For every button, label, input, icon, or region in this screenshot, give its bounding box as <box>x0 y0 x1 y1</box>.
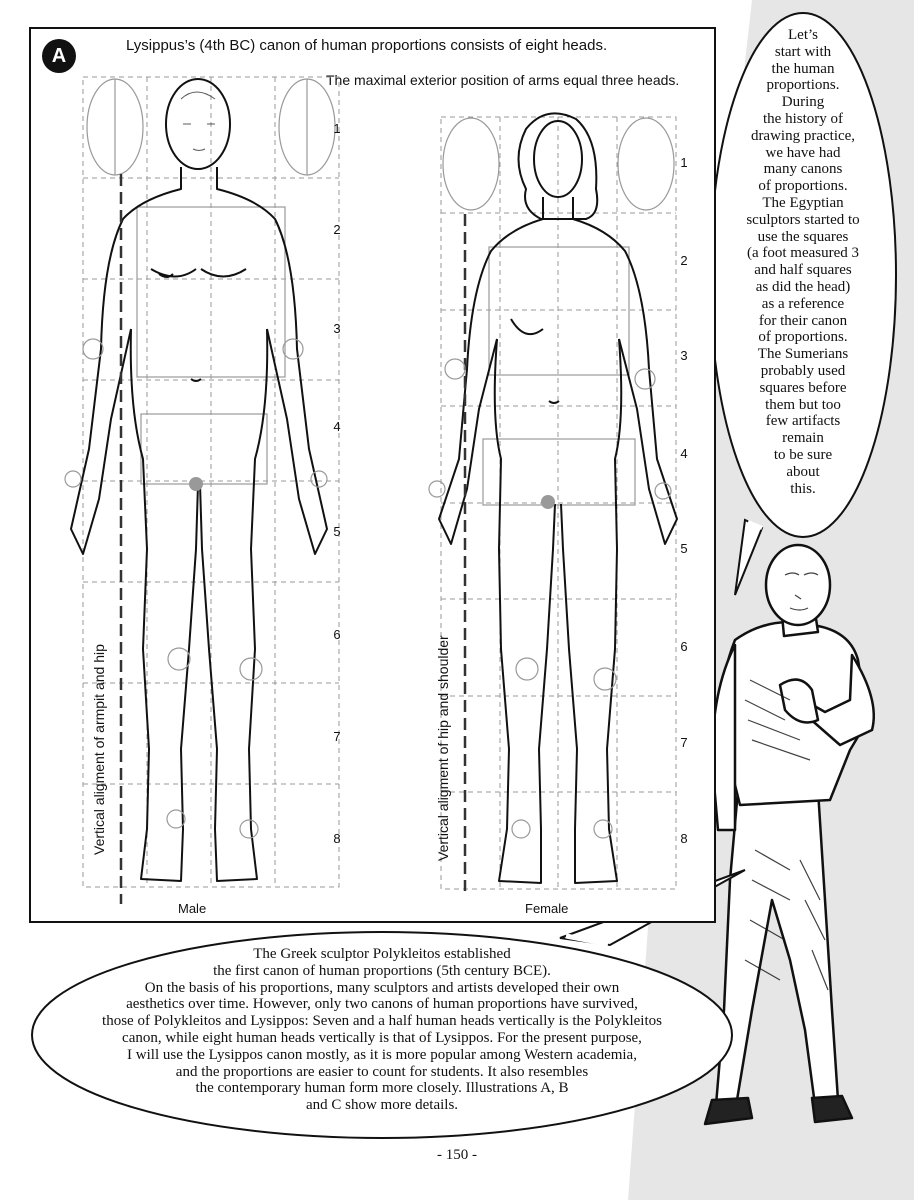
bubble-line: those of Polykleitos and Lysippos: Seven and a half human heads vertically is the Polykleitos <box>102 1013 662 1030</box>
bubble-line: few artifacts <box>765 413 841 430</box>
bubble-line: Let’s <box>788 27 818 43</box>
female-head-number-3: 3 <box>680 348 688 363</box>
bubble-line: the human <box>771 60 835 77</box>
male-head-number-2: 2 <box>333 222 341 237</box>
bubble-line: of proportions. <box>758 329 848 346</box>
bubble-line: On the basis of his proportions, many sculptors and artists developed their own <box>144 979 620 996</box>
page-number: - 150 - <box>437 1147 477 1163</box>
speech-bubble-bottom-text <box>40 946 724 1114</box>
bubble-line: this. <box>790 480 816 497</box>
bubble-line: about <box>786 463 820 480</box>
male-head-number-7: 7 <box>333 729 341 744</box>
bubble-line: to be sure <box>773 446 833 463</box>
panel-subtitle: The maximal exterior position of arms equal three heads. <box>326 72 680 88</box>
female-head-number-7: 7 <box>680 735 688 750</box>
bubble-line: During <box>781 94 825 111</box>
bubble-line: The Greek sculptor Polykleitos established <box>253 946 511 962</box>
male-head-number-8: 8 <box>333 831 341 846</box>
speech-bubble-right-text <box>720 27 886 497</box>
male-head-number-5: 5 <box>333 524 341 539</box>
bubble-line: the first canon of human proportions (5th century BCE). <box>213 962 551 979</box>
male-head-number-1: 1 <box>333 121 341 136</box>
male-head-number-4: 4 <box>333 419 341 434</box>
bubble-line: for their canon <box>758 312 848 329</box>
bubble-line: of proportions. <box>758 178 848 195</box>
bubble-line: and half squares <box>754 262 852 279</box>
bubble-line: them but too <box>765 396 841 413</box>
bubble-line: probably used <box>760 362 846 379</box>
bubble-line: the contemporary human form more closely. Illustrations A, B <box>195 1080 569 1097</box>
bubble-line: sculptors started to <box>746 211 860 228</box>
bubble-line: use the squares <box>757 228 849 245</box>
female-head-number-5: 5 <box>680 541 688 556</box>
male-head-number-6: 6 <box>333 627 341 642</box>
bubble-line: canon, while eight human heads vertically is that of Lysippos. For the present purpose, <box>122 1029 642 1046</box>
bubble-line: and the proportions are easier to count for students. It also resembles <box>175 1063 589 1080</box>
bubble-line: as did the head) <box>755 278 851 295</box>
male-label: Male <box>178 901 207 916</box>
bubble-line: The Sumerians <box>757 346 849 363</box>
female-axis-label: Vertical aligment of hip and shoulder <box>435 635 451 861</box>
panel-badge: A <box>42 39 76 73</box>
female-label: Female <box>525 901 569 916</box>
bubble-line: we have had <box>765 144 841 161</box>
bubble-line: as a reference <box>761 295 845 312</box>
proportion-figures <box>31 29 714 921</box>
bubble-line: drawing practice, <box>750 127 856 144</box>
female-head-number-4: 4 <box>680 446 688 461</box>
bubble-line: remain <box>782 430 824 447</box>
bubble-line: (a foot measured 3 <box>746 245 860 262</box>
female-grid <box>441 117 676 889</box>
bubble-line: start with <box>774 43 832 60</box>
male-head-number-3: 3 <box>333 321 341 336</box>
bubble-line: squares before <box>759 379 847 396</box>
bubble-line: the history of <box>763 110 843 127</box>
illustration-panel-a <box>29 27 716 923</box>
male-axis-label: Vertical aligment of armpit and hip <box>91 644 107 855</box>
female-head-number-1: 1 <box>680 155 688 170</box>
bubble-line: many canons <box>763 161 843 178</box>
panel-title: Lysippus’s (4th BC) canon of human proportions consists of eight heads. <box>126 37 608 54</box>
bubble-line: aesthetics over time. However, only two canons of human proportions have survived, <box>126 996 638 1013</box>
bubble-line: and C show more details. <box>305 1097 459 1114</box>
female-head-number-8: 8 <box>680 831 688 846</box>
bubble-line: I will use the Lysippos canon mostly, as it is more popular among Western academia, <box>127 1046 637 1063</box>
female-head-number-2: 2 <box>680 253 688 268</box>
female-head-number-6: 6 <box>680 639 688 654</box>
bubble-line: proportions. <box>766 77 840 94</box>
bubble-line: The Egyptian <box>762 194 844 211</box>
